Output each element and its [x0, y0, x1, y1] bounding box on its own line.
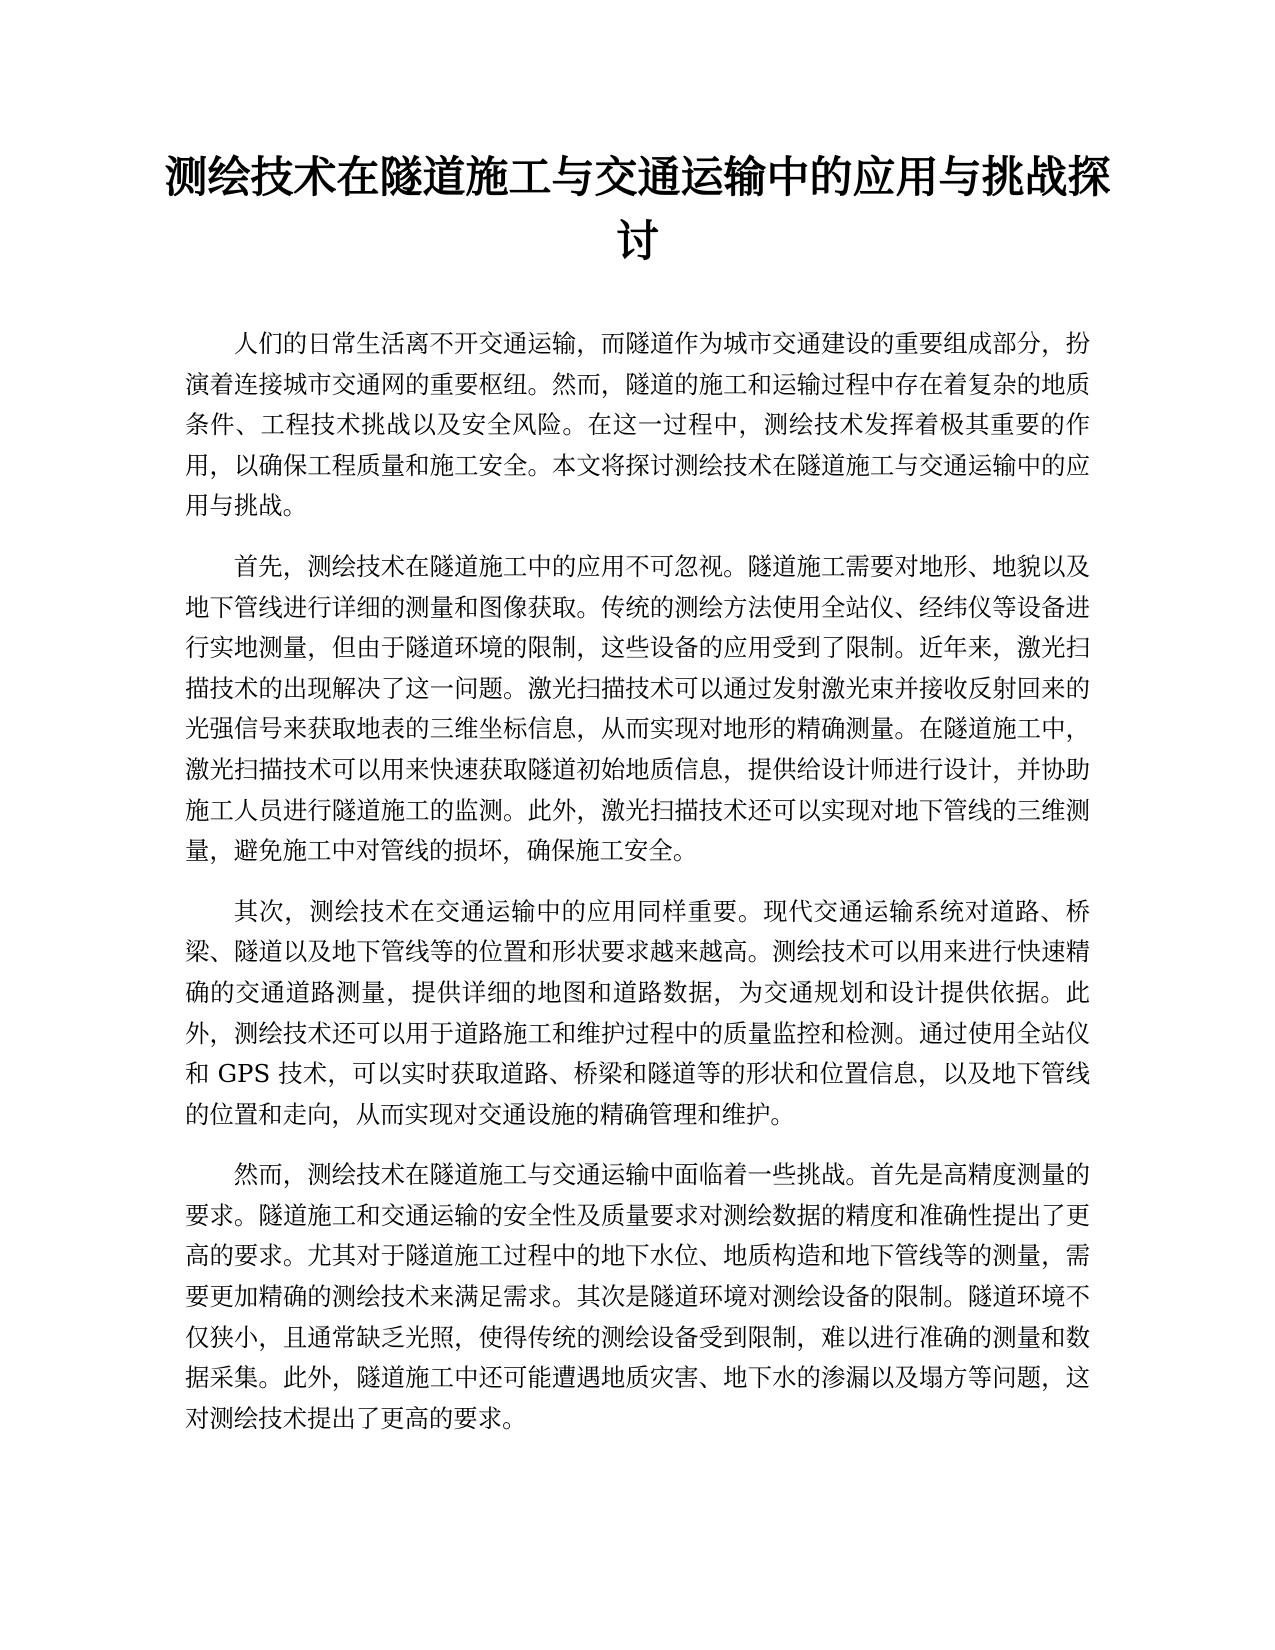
paragraph-4: 然而，测绘技术在隧道施工与交通运输中面临着一些挑战。首先是高精度测量的要求。隧道施工和交通运输的安全性及质量要求对测绘数据的精度和准确性提出了更高的要求。尤其对于隧道施工过程中的地下水位、地质构造和地下管线等的测量，需要更加精确的测绘技术来满足需求。其次是隧道环境对测绘设备的限制。隧道环境不仅狭小，且通常缺乏光照，使得传统的测绘设备受到限制，难以进行准确的测量和数据采集。此外，隧道施工中还可能遭遇地质灾害、地下水的渗漏以及塌方等问题，这对测绘技术提出了更高的要求。 [185, 1160, 1090, 1433]
document-body [185, 324, 1090, 1459]
paragraph-1: 人们的日常生活离不开交通运输，而隧道作为城市交通建设的重要组成部分，扮演着连接城市交通网的重要枢纽。然而，隧道的施工和运输过程中存在着复杂的地质条件、工程技术挑战以及安全风险。在这一过程中，测绘技术发挥着极其重要的作用，以确保工程质量和施工安全。本文将探讨测绘技术在隧道施工与交通运输中的应用与挑战。 [185, 329, 1090, 521]
document-title: 测绘技术在隧道施工与交通运输中的应用与挑战探讨 [164, 153, 1111, 267]
paragraph-2: 首先，测绘技术在隧道施工中的应用不可忽视。隧道施工需要对地形、地貌以及地下管线进行详细的测量和图像获取。传统的测绘方法使用全站仪、经纬仪等设备进行实地测量，但由于隧道环境的限制，这些设备的应用受到了限制。近年来，激光扫描技术的出现解决了这一问题。激光扫描技术可以通过发射激光束并接收反射回来的光强信号来获取地表的三维坐标信息，从而实现对地形的精确测量。在隧道施工中，激光扫描技术可以用来快速获取隧道初始地质信息，提供给设计师进行设计，并协助施工人员进行隧道施工的监测。此外，激光扫描技术还可以实现对地下管线的三维测量，避免施工中对管线的损坏，确保施工安全。 [185, 551, 1090, 866]
paragraph-3: 其次，测绘技术在交通运输中的应用同样重要。现代交通运输系统对道路、桥梁、隧道以及地下管线等的位置和形状要求越来越高。测绘技术可以用来进行快速精确的交通道路测量，提供详细的地图和道路数据，为交通规划和设计提供依据。此外，测绘技术还可以用于道路施工和维护过程中的质量监控和检测。通过使用全站仪和 GPS 技术，可以实时获取道路、桥梁和隧道等的形状和位置信息，以及地下管线的位置和走向，从而实现对交通设施的精确管理和维护。 [185, 896, 1090, 1129]
